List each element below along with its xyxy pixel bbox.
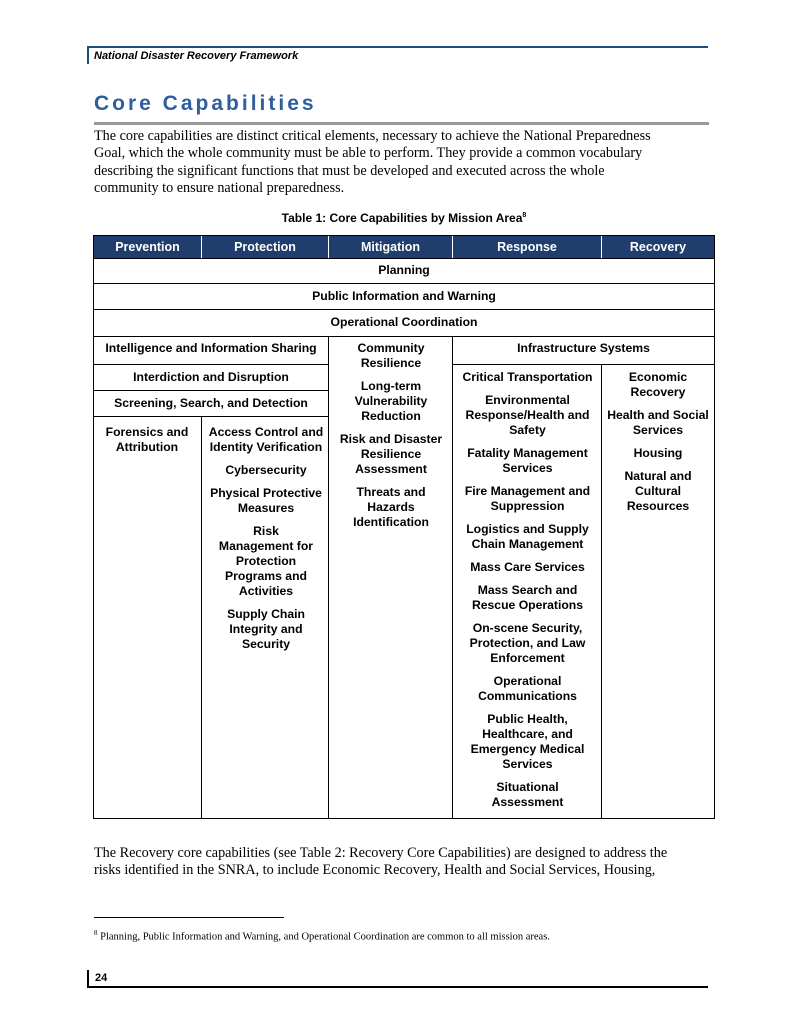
header-rule [87, 46, 708, 48]
protection-column [203, 425, 329, 660]
capability-item: Mass Search and Rescue Operations [471, 583, 584, 612]
capability-item: Forensics and Attribution [105, 425, 189, 454]
column-header-recovery: Recovery [602, 236, 714, 258]
table-caption-text: Table 1: Core Capabilities by Mission Area [281, 211, 523, 225]
capability-item: Logistics and Supply Chain Management [466, 522, 589, 551]
capability-item: Cybersecurity [225, 463, 307, 477]
footnote-number: 8 [94, 929, 98, 937]
capability-item: Mass Care Services [470, 560, 585, 574]
table-caption [94, 211, 714, 225]
column-header-prevention: Prevention [94, 236, 201, 258]
recovery-column [603, 370, 713, 522]
response-column [455, 370, 600, 818]
capability-item: Situational Assessment [491, 780, 564, 809]
column-header-mitigation: Mitigation [329, 236, 452, 258]
intro-paragraph [94, 128, 714, 197]
capability-item: Fatality Management Services [467, 446, 588, 475]
capability-item: Critical Transportation [462, 370, 593, 384]
common-row-public-information: Public Information and Warning [312, 289, 496, 303]
capability-item: On-scene Security, Protection, and Law Enforcement [469, 621, 586, 665]
capability-item: Public Health, Healthcare, and Emergency Medical Services [470, 712, 585, 771]
infrastructure-cell: Infrastructure Systems [517, 341, 650, 355]
header-tick [87, 46, 89, 64]
column-header-protection: Protection [202, 236, 328, 258]
screening-cell: Screening, Search, and Detection [114, 396, 308, 410]
capability-item: Economic Recovery [628, 370, 688, 399]
footer-rule [87, 986, 708, 988]
capability-item: Threats and Hazards Identification [353, 485, 429, 529]
capability-item: Access Control and Identity Verification [208, 425, 324, 454]
paragraph-line: risks identified in the SNRA, to include Economic Recovery, Health and Social Services, Housing, [94, 862, 656, 879]
capability-item: Fire Management and Suppression [464, 484, 591, 513]
prevention-column [97, 425, 197, 463]
footnote [94, 929, 550, 943]
section-title: Core Capabilities [94, 92, 317, 115]
capability-item: Community Resilience [357, 341, 425, 370]
capability-item: Housing [633, 446, 683, 460]
footnote-text: Planning, Public Information and Warning, and Operational Coordination are common to all mission areas. [100, 931, 550, 943]
recovery-paragraph [94, 845, 714, 880]
title-underline [94, 122, 709, 125]
intro-line: describing the significant functions that must be developed and executed across the whole [94, 162, 605, 179]
footnote-rule [94, 917, 284, 918]
intro-line: community to ensure national preparedness. [94, 179, 345, 196]
table-caption-footnote-ref: 8 [522, 212, 527, 219]
common-row-planning: Planning [378, 263, 430, 277]
capability-item: Risk Management for Protection Programs and Activities [218, 524, 314, 598]
capability-item: Long-term Vulnerability Reduction [354, 379, 428, 423]
capability-item: Risk and Disaster Resilience Assessment [339, 432, 443, 476]
capability-item: Environmental Response/Health and Safety [465, 393, 590, 437]
paragraph-line: The Recovery core capabilities (see Table 2: Recovery Core Capabilities) are designed to address the [94, 845, 668, 861]
column-header-response: Response [453, 236, 601, 258]
capability-item: Supply Chain Integrity and Security [227, 607, 305, 651]
capability-item: Health and Social Services [607, 408, 709, 437]
intel-sharing-cell: Intelligence and Information Sharing [105, 341, 317, 355]
mitigation-column [331, 341, 451, 538]
page-number: 24 [95, 972, 108, 984]
intro-line: Goal, which the whole community must be able to perform. They provide a common vocabulary [94, 145, 643, 162]
interdiction-cell: Interdiction and Disruption [133, 370, 289, 384]
common-row-operational-coordination: Operational Coordination [330, 315, 478, 329]
capability-item: Operational Communications [478, 674, 577, 703]
capability-item: Natural and Cultural Resources [624, 469, 692, 513]
running-header: National Disaster Recovery Framework [94, 50, 299, 62]
capability-item: Physical Protective Measures [210, 486, 322, 515]
intro-line: The core capabilities are distinct critical elements, necessary to achieve the National Preparedness [94, 128, 651, 144]
